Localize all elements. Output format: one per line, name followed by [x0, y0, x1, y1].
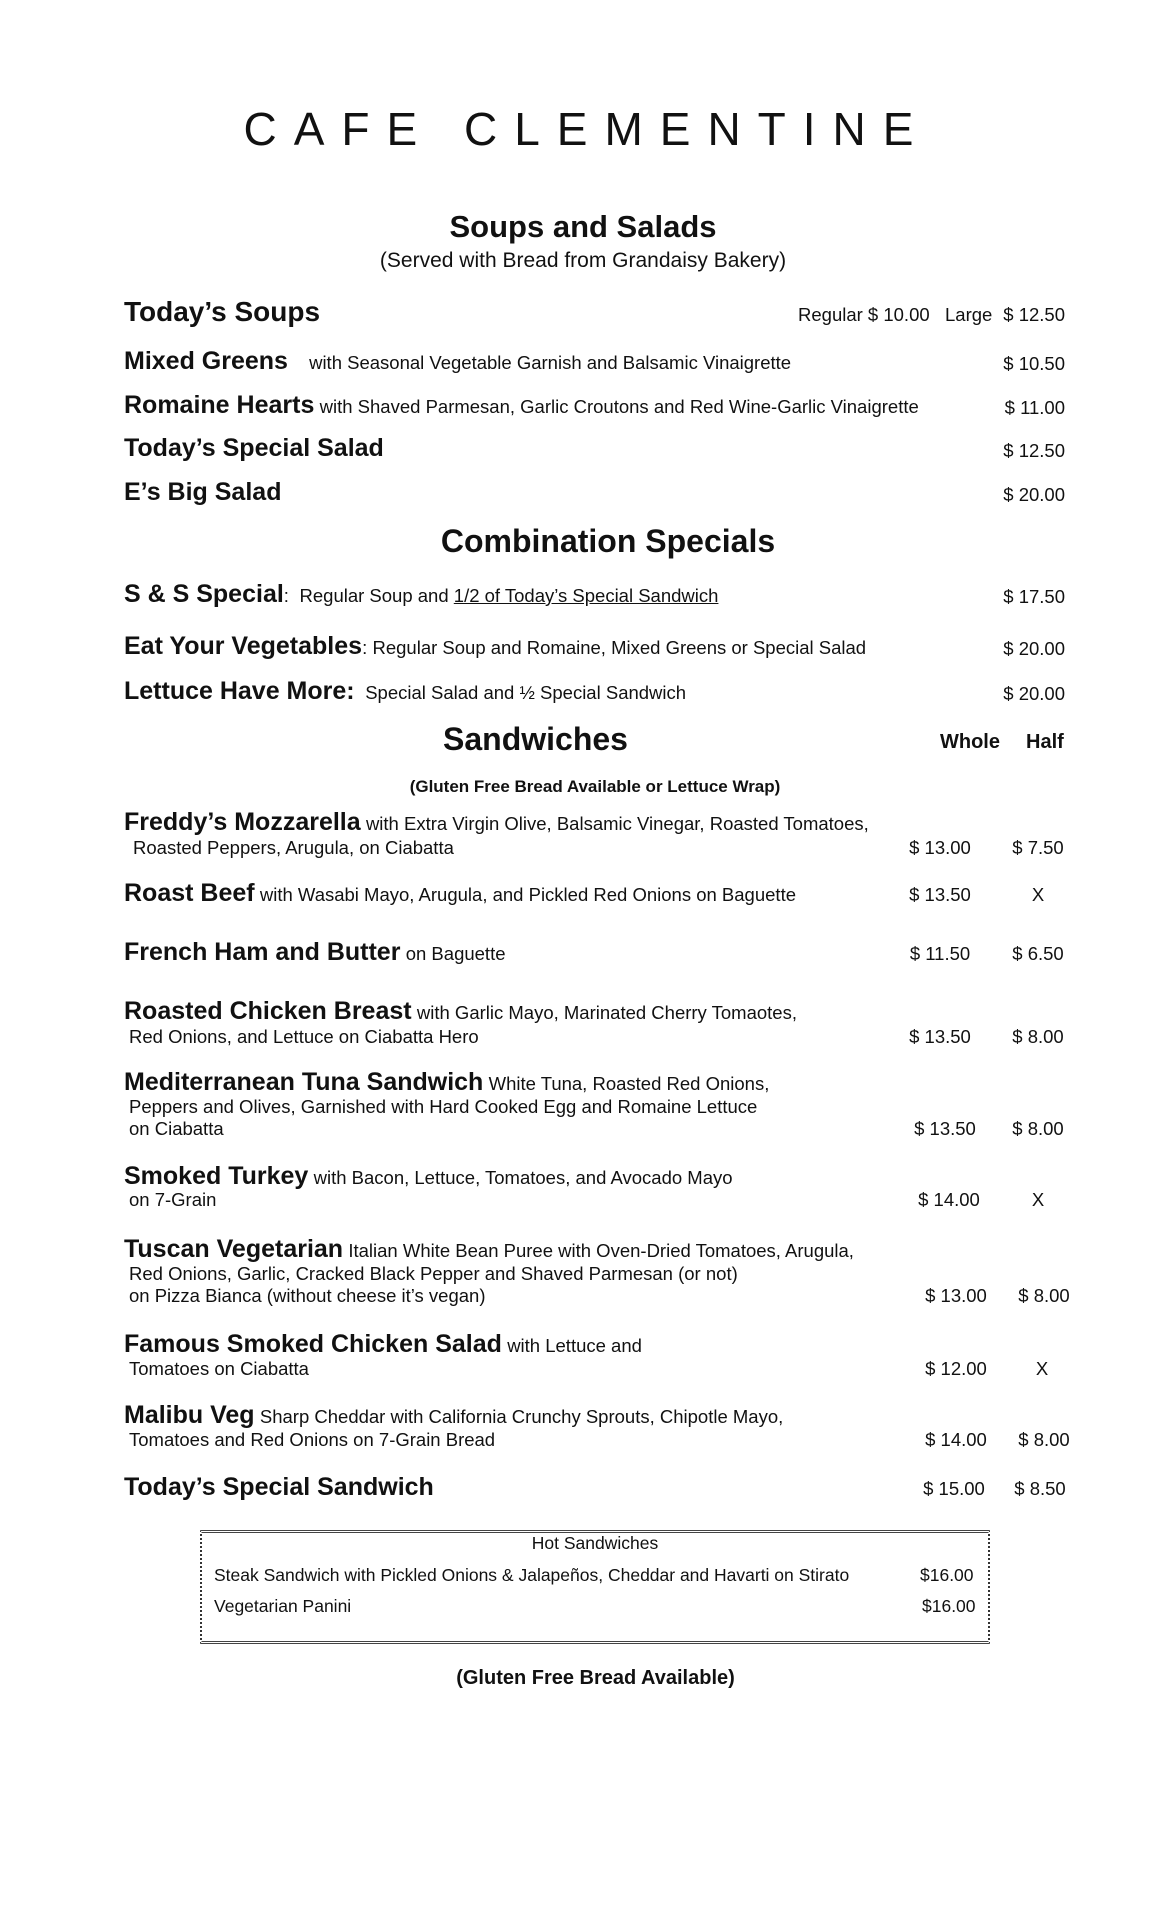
- restaurant-title: CAFE CLEMENTINE: [243, 103, 931, 155]
- item-name: E’s Big Salad: [124, 478, 282, 506]
- column-header-whole: Whole: [940, 731, 1000, 753]
- price-whole: $ 13.50: [914, 1118, 976, 1139]
- item-price: $ 10.50: [1003, 353, 1065, 374]
- item-description-line: Roasted Peppers, Arugula, on Ciabatta: [133, 837, 454, 858]
- item-description: Special Salad and ½ Special Sandwich: [365, 682, 687, 703]
- menu-item: [124, 999, 797, 1024]
- soup-large-label: Large: [945, 304, 993, 325]
- price-half: $ 8.00: [1012, 1118, 1064, 1139]
- price-whole: $ 14.00: [918, 1189, 980, 1210]
- menu-item: [124, 634, 866, 659]
- section-subheading: (Served with Bread from Grandaisy Bakery): [379, 249, 787, 272]
- item-name: Malibu Veg: [124, 1401, 255, 1429]
- item-name: Romaine Hearts: [124, 391, 315, 419]
- item-description-line: Peppers and Olives, Garnished with Hard Cooked Egg and Romaine Lettuce: [129, 1096, 758, 1117]
- item-description: Sharp Cheddar with California Crunchy Sprouts, Chipotle Mayo,: [259, 1406, 784, 1427]
- menu-item: [124, 1237, 854, 1262]
- hot-sandwich-name: Vegetarian Panini: [214, 1596, 352, 1616]
- item-description-underlined: 1/2 of Today’s Special Sandwich: [453, 585, 719, 606]
- item-name: Eat Your Vegetables: [124, 632, 363, 660]
- item-price: $ 20.00: [1003, 638, 1065, 659]
- menu-item: [124, 436, 384, 461]
- menu-item: [124, 349, 791, 374]
- price-whole: $ 13.50: [909, 1026, 971, 1047]
- item-description-line: on Ciabatta: [129, 1118, 224, 1139]
- item-price: $ 12.50: [1003, 440, 1065, 461]
- item-name: Today’s Special Sandwich: [124, 1473, 434, 1501]
- separator: :: [346, 677, 355, 705]
- item-name: Lettuce Have More: [124, 677, 347, 705]
- item-name: Smoked Turkey: [124, 1162, 309, 1190]
- menu-item: [124, 1475, 434, 1500]
- separator: :: [362, 637, 368, 658]
- item-price: $ 17.50: [1003, 586, 1065, 607]
- item-description-line: on Pizza Bianca (without cheese it’s vegan): [129, 1285, 486, 1306]
- price-whole: $ 13.00: [909, 837, 971, 858]
- separator: :: [283, 585, 289, 606]
- price-half: X: [1035, 1358, 1049, 1379]
- item-name: Mediterranean Tuna Sandwich: [124, 1068, 484, 1096]
- menu-item: [124, 881, 796, 906]
- section-heading-soups-salads: Soups and Salads: [449, 209, 717, 244]
- price-whole: $ 11.50: [909, 943, 971, 964]
- item-name: French Ham and Butter: [124, 938, 401, 966]
- item-description: with Extra Virgin Olive, Balsamic Vinegar, Roasted Tomatoes,: [365, 813, 869, 834]
- price-whole: $ 13.00: [925, 1285, 987, 1306]
- menu-item: [124, 679, 686, 704]
- item-description-line: Red Onions, and Lettuce on Ciabatta Hero: [129, 1026, 479, 1047]
- item-price: $ 20.00: [1003, 683, 1065, 704]
- item-name: Today’s Soups: [124, 296, 321, 327]
- price-whole: $ 15.00: [923, 1478, 985, 1499]
- footer-gluten-free-note: (Gluten Free Bread Available): [456, 1667, 735, 1689]
- price-whole: $ 12.00: [925, 1358, 987, 1379]
- price-whole: $ 13.50: [909, 884, 971, 905]
- item-description: Regular Soup and: [299, 585, 454, 606]
- hot-sandwiches-heading: Hot Sandwiches: [531, 1533, 659, 1553]
- item-description: with Shaved Parmesan, Garlic Croutons and Red Wine-Garlic Vinaigrette: [319, 396, 919, 417]
- soup-large-price: $ 12.50: [1003, 304, 1065, 325]
- price-half: $ 7.50: [1012, 837, 1064, 858]
- item-name: Today’s Special Salad: [124, 434, 384, 462]
- soup-regular-price: Regular $ 10.00: [798, 304, 930, 325]
- hot-sandwich-price: $16.00: [922, 1596, 976, 1616]
- item-description: Regular Soup and Romaine, Mixed Greens or Special Salad: [372, 637, 867, 658]
- item-description: White Tuna, Roasted Red Onions,: [488, 1073, 770, 1094]
- item-name: Famous Smoked Chicken Salad: [124, 1330, 502, 1358]
- price-half: $ 8.50: [1014, 1478, 1066, 1499]
- section-heading-sandwiches: Sandwiches: [443, 721, 628, 757]
- hot-sandwich-price: $16.00: [920, 1565, 974, 1585]
- menu-item: [124, 1403, 783, 1428]
- menu-item: [124, 940, 506, 965]
- item-description: with Garlic Mayo, Marinated Cherry Tomaotes,: [416, 1002, 797, 1023]
- item-name: Roasted Chicken Breast: [124, 997, 412, 1025]
- menu-item: [124, 1070, 769, 1095]
- price-half: $ 8.00: [1012, 1026, 1064, 1047]
- item-description-line: Red Onions, Garlic, Cracked Black Pepper and Shaved Parmesan (or not): [129, 1263, 738, 1284]
- item-price: $ 11.00: [1004, 397, 1065, 418]
- item-name: Freddy’s Mozzarella: [124, 808, 361, 836]
- menu-item: [124, 393, 919, 418]
- price-half: X: [1031, 884, 1045, 905]
- menu-item: [124, 1332, 642, 1357]
- price-half: X: [1031, 1189, 1045, 1210]
- hot-sandwich-name: Steak Sandwich with Pickled Onions & Jalapeños, Cheddar and Havarti on Stirato: [214, 1565, 850, 1585]
- menu-item: [124, 582, 718, 607]
- price-whole: $ 14.00: [925, 1429, 987, 1450]
- gluten-free-note: (Gluten Free Bread Available or Lettuce Wrap): [409, 777, 781, 796]
- item-description: with Seasonal Vegetable Garnish and Balsamic Vinaigrette: [309, 352, 792, 373]
- menu-item-todays-soups: [124, 298, 320, 326]
- item-name: Tuscan Vegetarian: [124, 1235, 344, 1263]
- price-half: $ 8.00: [1018, 1429, 1070, 1450]
- item-description: on Baguette: [405, 943, 506, 964]
- column-header-half: Half: [1026, 731, 1064, 753]
- item-description-line: Tomatoes on Ciabatta: [129, 1358, 309, 1379]
- item-name: Mixed Greens: [124, 347, 288, 375]
- section-heading-combination: Combination Specials: [440, 523, 776, 559]
- item-description: with Lettuce and: [507, 1335, 642, 1356]
- item-description-line: on 7-Grain: [129, 1189, 217, 1210]
- item-description-line: Tomatoes and Red Onions on 7-Grain Bread: [129, 1429, 496, 1450]
- item-description: with Bacon, Lettuce, Tomatoes, and Avocado Mayo: [313, 1167, 733, 1188]
- price-half: $ 6.50: [1012, 943, 1064, 964]
- price-half: $ 8.00: [1018, 1285, 1070, 1306]
- item-name: Roast Beef: [124, 879, 255, 907]
- menu-item: [124, 480, 281, 505]
- menu-item: [124, 810, 869, 835]
- item-description: with Wasabi Mayo, Arugula, and Pickled Red Onions on Baguette: [259, 884, 796, 905]
- item-price: $ 20.00: [1003, 484, 1065, 505]
- item-name: S & S Special: [124, 580, 284, 608]
- menu-item: [124, 1164, 733, 1189]
- item-description: Italian White Bean Puree with Oven-Dried Tomatoes, Arugula,: [348, 1240, 854, 1261]
